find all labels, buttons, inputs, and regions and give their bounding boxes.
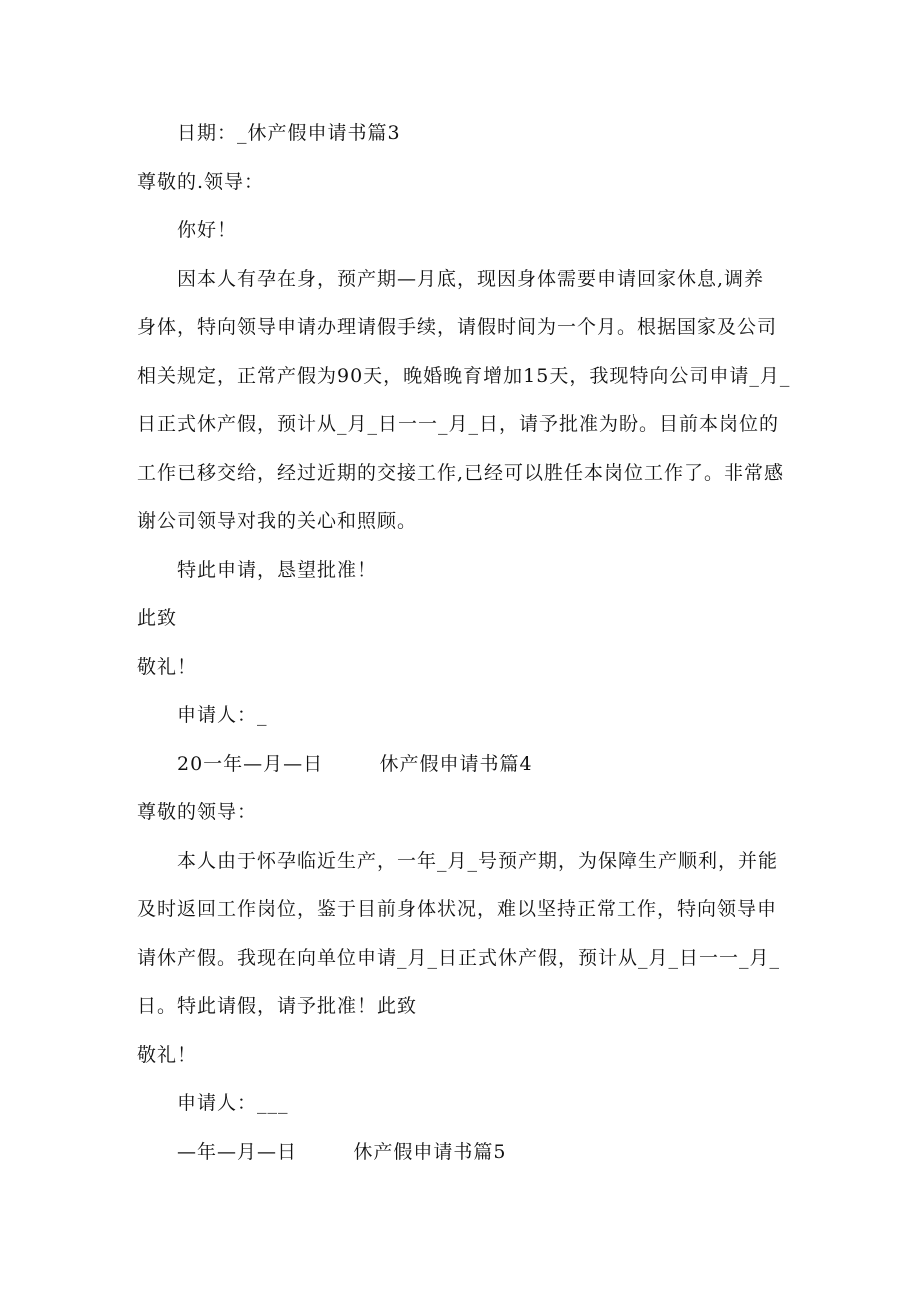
- request-closing: 特此申请，恳望批准！: [177, 559, 378, 581]
- closing-salute: 敬礼！: [137, 656, 198, 678]
- body-paragraph-line: 因本人有孕在身，预产期—月底，现因身体需要申请回家休息,调养: [177, 268, 765, 290]
- body-paragraph-line: 本人由于怀孕临近生产，一年_月_号预产期，为保障生产顺利，并能: [177, 850, 779, 872]
- body-paragraph-line: 及时返回工作岗位，鉴于目前身体状况，难以坚持正常工作，特向领导申: [137, 898, 778, 920]
- body-paragraph-line: 谢公司领导对我的关心和照顾。: [137, 510, 418, 532]
- body-paragraph-line: 日正式休产假，预计从_月_日一一_月_日，请予批准为盼。目前本岗位的: [137, 413, 780, 435]
- date-line-heading-5: —年—月—日 休产假申请书篇5: [177, 1141, 507, 1163]
- date-line-heading-3: 日期：_休产假申请书篇3: [177, 122, 401, 144]
- closing-phrase: 此致: [137, 607, 178, 629]
- salutation: 尊敬的.领导：: [137, 171, 265, 193]
- body-paragraph-line: 相关规定，正常产假为90天，晚婚晚育增加15天，我现特向公司申请_月_: [137, 365, 791, 387]
- closing-salute: 敬礼！: [137, 1044, 198, 1066]
- body-paragraph-line: 工作已移交给，经过近期的交接工作,已经可以胜任本岗位工作了。非常感: [137, 462, 785, 484]
- applicant-line: 申请人：_: [177, 704, 268, 726]
- greeting: 你好！: [177, 219, 238, 241]
- salutation: 尊敬的领导：: [137, 801, 258, 823]
- body-paragraph-line: 请休产假。我现在向单位申请_月_日正式休产假，预计从_月_日一一_月_: [137, 947, 781, 969]
- date-line-heading-4: 20一年—月—日 休产假申请书篇4: [177, 753, 533, 775]
- body-paragraph-line: 身体，特向领导申请办理请假手续，请假时间为一个月。根据国家及公司: [137, 316, 778, 338]
- body-paragraph-line: 日。特此请假，请予批准！此致: [137, 995, 418, 1017]
- applicant-line: 申请人：___: [177, 1092, 289, 1114]
